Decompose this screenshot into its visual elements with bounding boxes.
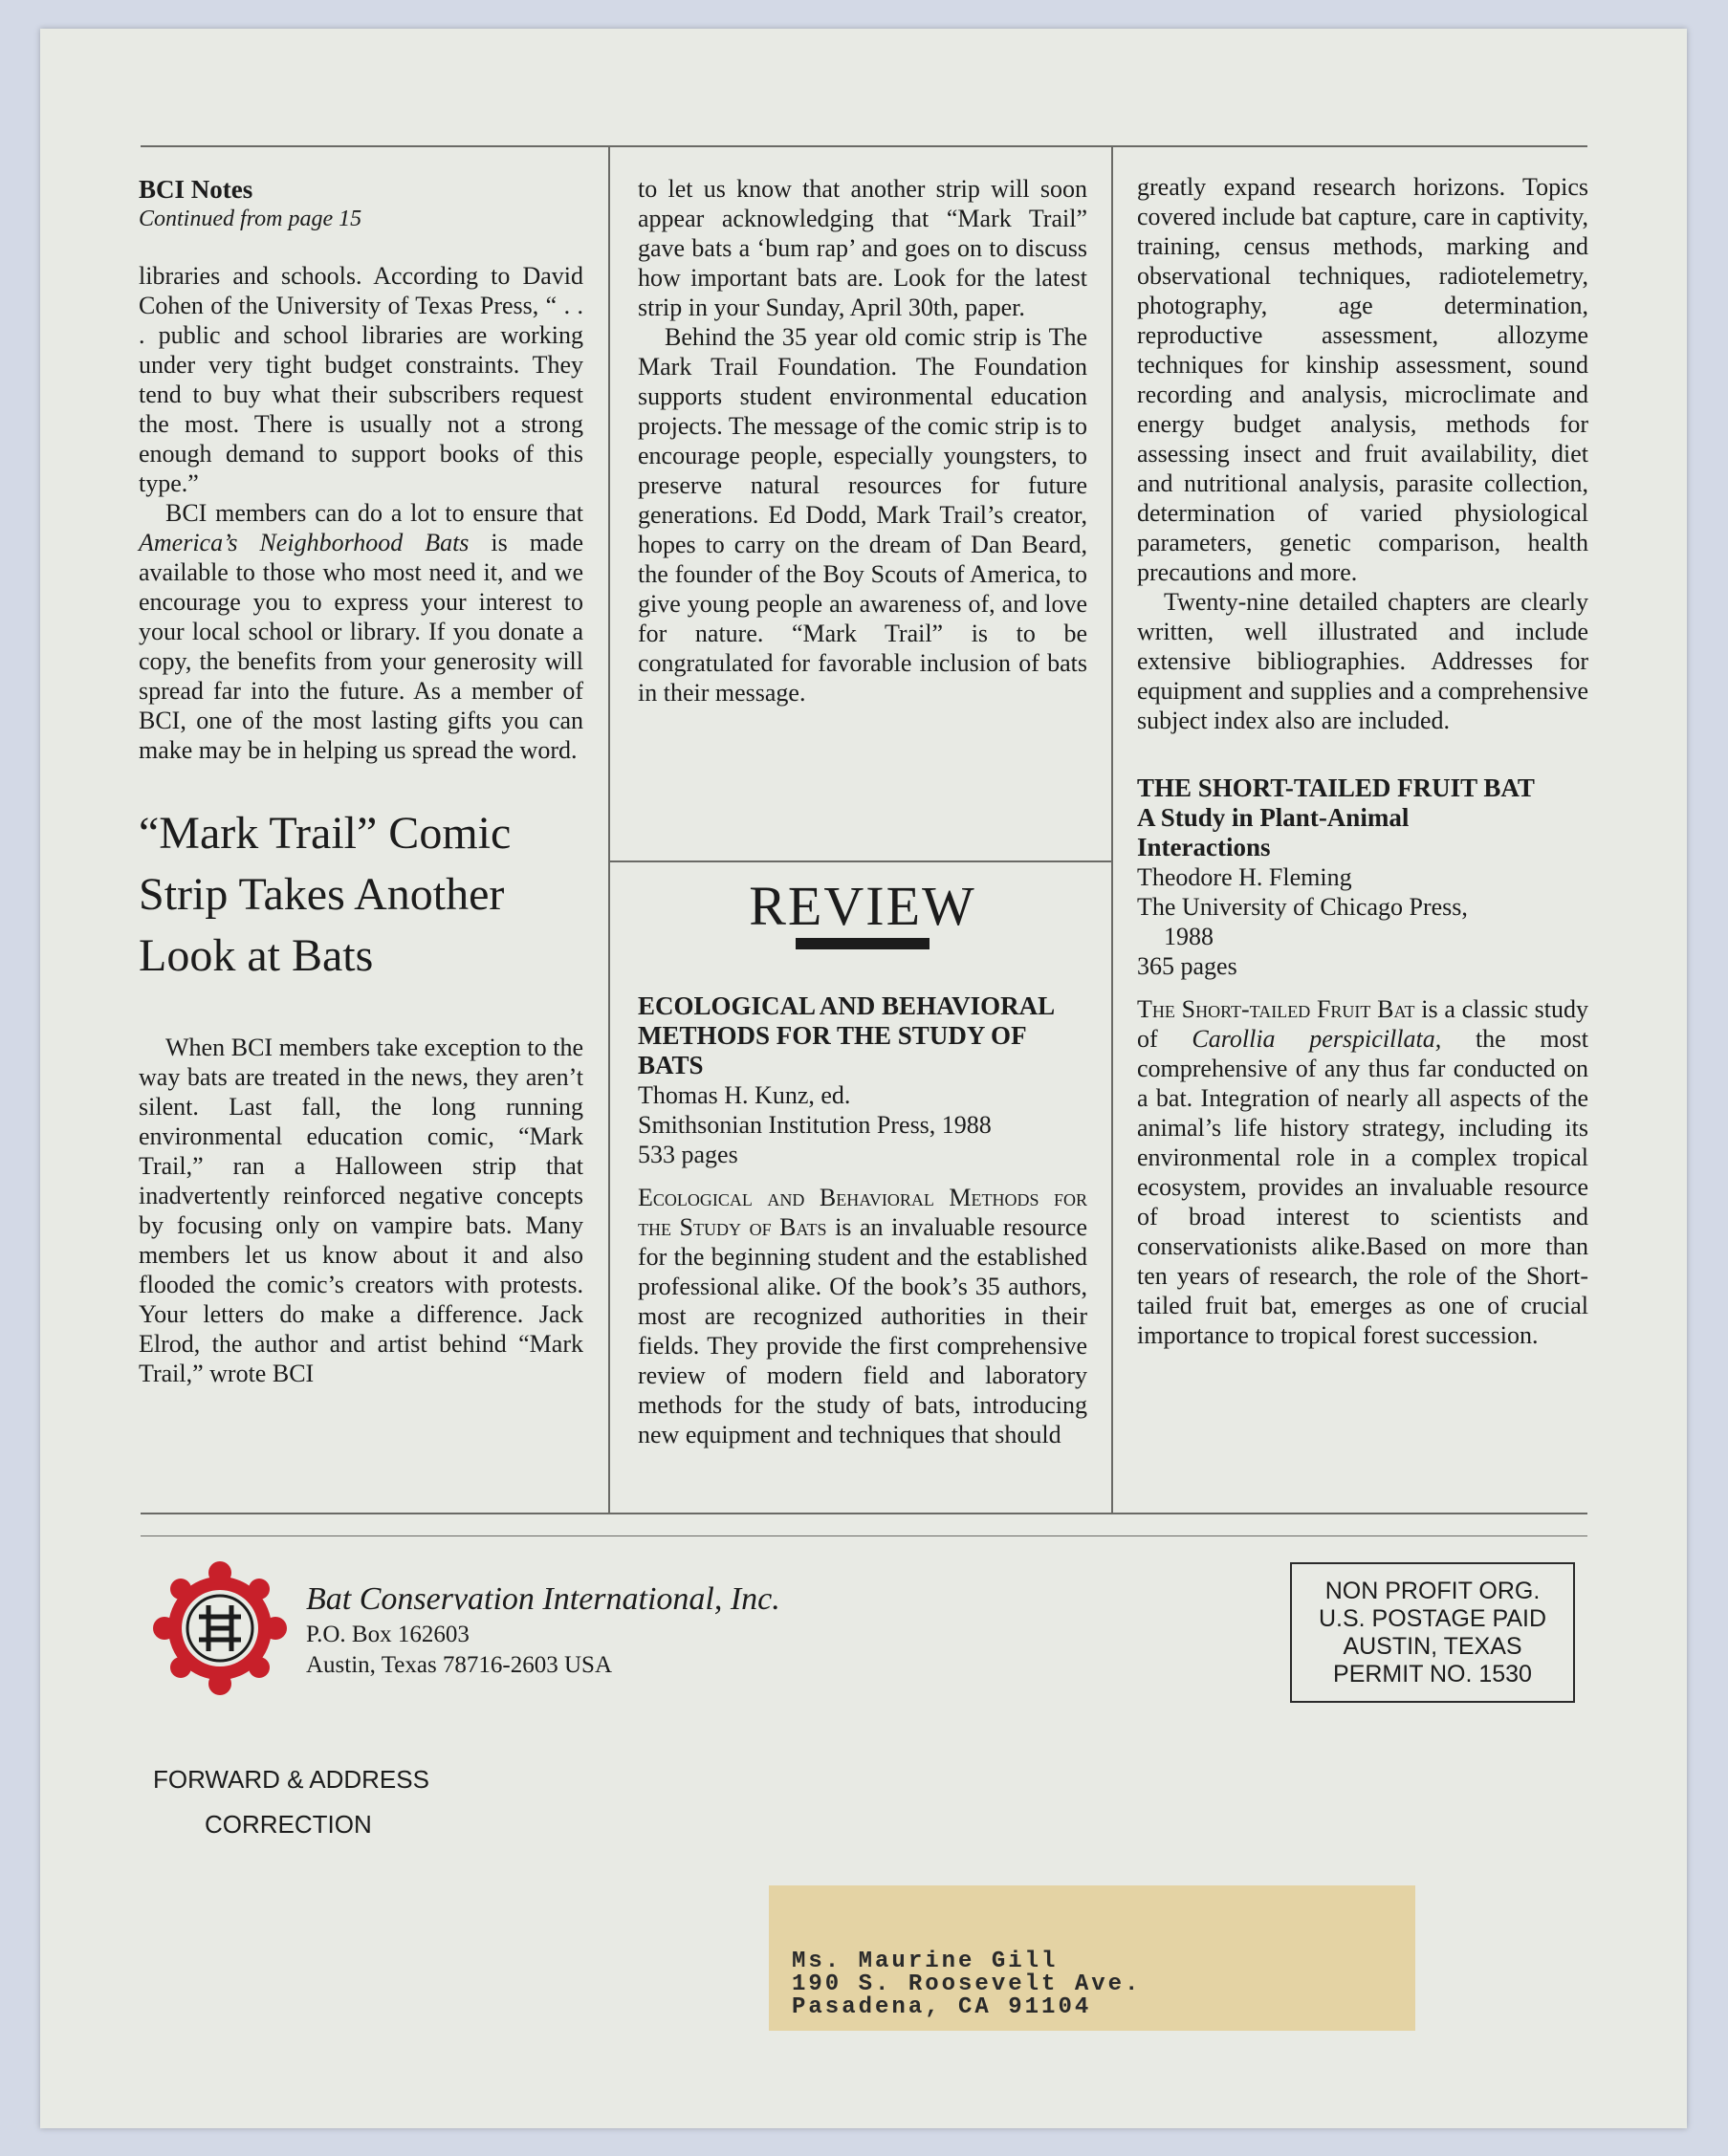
forward-address-correction <box>153 1757 429 1847</box>
city-line: Austin, Texas 78716-2603 USA <box>306 1652 613 1678</box>
review-underline <box>796 938 930 949</box>
book-title-italic: America’s Neighborhood Bats <box>139 529 470 556</box>
book2-publisher: The University of Chicago Press, <box>1137 893 1468 921</box>
book2-title: THE SHORT-TAILED FRUIT BAT <box>1137 773 1535 802</box>
recipient-city: Pasadena, CA 91104 <box>792 1994 1092 2020</box>
po-box: P.O. Box 162603 <box>306 1622 470 1647</box>
review2-paragraph: The Short-tailed Fruit Bat is a classic study of Carollia perspicillata, the most comprehensive of any thus far conducted on a bat. Integration of nearly all aspects of the animal’s life history strategy, including its environmental role in a complex tropical ecosystem, provides an invaluable resource of broad interest to scientists and conservationists alike.Based on more than ten years of research, the role of the Short-tailed fruit bat, emerges as one of crucial importance to tropical forest succession. <box>1137 995 1588 1349</box>
org-address <box>306 1579 780 1681</box>
top-rule <box>141 145 1587 147</box>
book-title: ECOLOGICAL AND BEHAVIORAL METHODS FOR THE STUDY OF BATS <box>638 991 1054 1079</box>
continued-note: Continued from page 15 <box>139 207 362 231</box>
review-continued-paragraph-2: Twenty-nine detailed chapters are clearly written, well illustrated and include extensive bibliographies. Addresses for equipment and supplies and a comprehensive subject index also are included. <box>1137 588 1588 734</box>
book-pages: 533 pages <box>638 1141 738 1168</box>
postage-line-3: AUSTIN, TEXAS <box>1343 1633 1522 1660</box>
postage-line-2: U.S. POSTAGE PAID <box>1318 1605 1546 1632</box>
right-column <box>1137 172 1588 1350</box>
bci-seal-icon <box>153 1561 287 1695</box>
mark-trail-paragraph-1: to let us know that another strip will soon appear acknowledging that “Mark Trail” gave bats a ‘bum rap’ and goes on to discuss how important bats are. Look for the latest strip in your Sunday, April 30th, paper. <box>638 175 1087 321</box>
review-continued-paragraph-1: greatly expand research horizons. Topics covered include bat capture, care in captivity, training, census methods, marking and observational techniques, radiotelemetry, photography, age determination, reproductive assessment, allozyme techniques for kinship assessment, sound recording and analysis, microclimate and energy budget analysis, methods for assessing insect and fruit availability, diet and nutritional analysis, parasite collection, determination of varied physiological parameters, genetic comparison, health precautions and more. <box>1137 173 1588 586</box>
postage-indicia <box>1290 1562 1575 1703</box>
book2-author: Theodore H. Fleming <box>1137 863 1352 891</box>
postage-line-1: NON PROFIT ORG. <box>1324 1578 1541 1604</box>
postage-line-4: PERMIT NO. 1530 <box>1333 1661 1532 1688</box>
notes-paragraph-2: BCI members can do a lot to ensure that America’s Neighborhood Bats is made available to those who most need it, and we encourage you to express your interest to your local school or library. If you donate a copy, the benefits from your generosity will spread far into the future. As a member of BCI, one of the most lasting gifts you can make may be in helping us spread the word. <box>139 499 583 764</box>
review-lead: Ecological and Behavioral Methods for the Study of Bats <box>638 1184 1087 1241</box>
book2-subtitle: A Study in Plant-Animal Interactions <box>1137 803 1410 861</box>
column-divider-1 <box>608 145 610 1513</box>
bci-logo <box>153 1561 287 1695</box>
review-section <box>638 875 1087 1449</box>
article-paragraph-1: When BCI members take exception to the way bats are treated in the news, they aren’t silent. Last fall, the long running environmental education comic, “Mark Trail,” ran a Halloween strip that inadvertently reinforced negative concepts by focusing only on vampire bats. Many members let us know about it and also flooded the comic’s creators with protests. Your letters do make a difference. Jack Elrod, the author and artist behind “Mark Trail,” wrote BCI <box>139 1034 583 1387</box>
org-name: Bat Conservation International, Inc. <box>306 1581 780 1617</box>
forward-line-2: CORRECTION <box>205 1810 372 1839</box>
book-publisher: Smithsonian Institution Press, 1988 <box>638 1111 992 1139</box>
book2-year: 1988 <box>1164 923 1214 950</box>
recipient-name: Ms. Maurine Gill <box>792 1949 1059 1974</box>
recipient-street: 190 S. Roosevelt Ave. <box>792 1971 1142 1997</box>
review-paragraph: Ecological and Behavioral Methods for the Study of Bats is an invaluable resource for the beginning student and the established professional alike. Of the book’s 35 authors, most are recognized authorities in their fields. They provide the first comprehensive review of modern field and laboratory methods for the study of bats, introducing new equipment and techniques that should <box>638 1184 1087 1448</box>
bottom-rule-2 <box>141 1535 1587 1536</box>
notes-paragraph-1: libraries and schools. According to David Cohen of the University of Texas Press, “ . . . public and school libraries are working under very tight budget constraints. They tend to buy what their subscribers request the most. There is usually not a strong enough demand to support books of this type.” <box>139 262 583 497</box>
forward-line-1: FORWARD & ADDRESS <box>153 1765 429 1794</box>
middle-column <box>638 174 1087 708</box>
newsletter-back-page <box>40 29 1687 2128</box>
bottom-rule-1 <box>141 1513 1587 1514</box>
article-title: “Mark Trail” Comic Strip Takes Another Look at Bats <box>139 808 512 981</box>
address-label <box>769 1885 1415 2031</box>
species-name: Carollia perspicillata, <box>1192 1025 1442 1053</box>
mark-trail-paragraph-2: Behind the 35 year old comic strip is The Mark Trail Foundation. The Foundation supports student environmental education projects. The message of the comic strip is to encourage people, especially youngsters, to preserve natural resources for future generations. Ed Dodd, Mark Trail’s creator, hopes to carry on the dream of Dan Beard, the founder of the Boy Scouts of America, to give young people an awareness of, and love for nature. “Mark Trail” is to be congratulated for favorable inclusion of bats in their message. <box>638 323 1087 707</box>
review2-lead: The Short-tailed Fruit Bat <box>1137 995 1415 1023</box>
column-divider-2 <box>1111 145 1113 1513</box>
book2-pages: 365 pages <box>1137 952 1237 980</box>
review-heading: REVIEW <box>749 875 976 937</box>
review-divider <box>608 860 1113 862</box>
book-editor: Thomas H. Kunz, ed. <box>638 1081 851 1109</box>
left-column <box>139 175 583 1388</box>
address-text <box>792 1950 1141 2019</box>
bci-notes-title: BCI Notes <box>139 175 253 204</box>
